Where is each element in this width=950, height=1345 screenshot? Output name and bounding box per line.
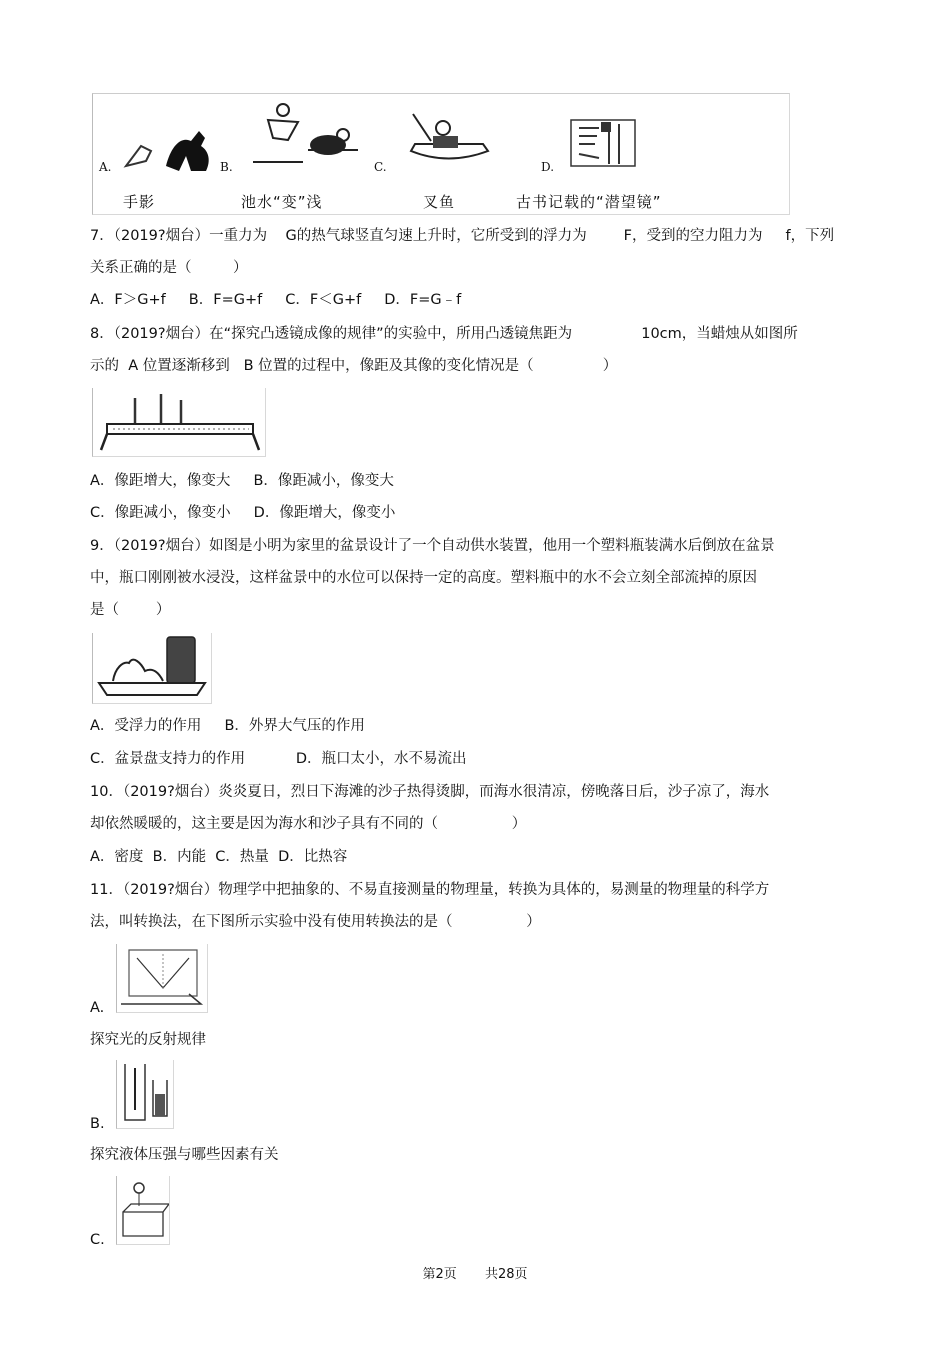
q7-line-2: 关系正确的是（ ） [90,260,248,276]
q11-c-label: C. [90,1232,105,1248]
q8-line-1: 8．（2019?烟台）在“探究凸透镜成像的规律”的实验中，所用凸透镜焦距为 10cm，当蜡烛从如图所 [90,326,798,342]
q7-line-1: 7．（2019?烟台）一重力为 G的热气球竖直匀速上升时，它所受到的浮力为 F，受到的空力阻力为 f，下列 [90,228,835,244]
option-a-caption: 手影 [123,193,156,211]
q10-line-1: 10．（2019?烟台）炎炎夏日，烈日下海滩的沙子热得烫脚，而海水很清凉，傍晚落日后，沙子凉了，海水 [90,784,770,800]
option-b-label: B. [220,160,233,174]
liquid-pressure-figure [116,1060,174,1129]
page-footer [0,1263,950,1282]
q8-line-2: 示的 A 位置逐渐移到 B 位置的过程中，像距及其像的变化情况是（ ） [90,358,618,374]
bonsai-water-supply-figure [92,633,212,704]
q9-line-3: 是（ ） [90,602,171,618]
q7-options: A．F＞G+f B．F=G+f C．F＜G+f D．F=G﹣f [90,292,462,308]
q8-options-2: C．像距减小，像变小 D．像距增大，像变小 [90,505,396,521]
ancient-periscope-figure [569,114,639,170]
q11-line-2: 法，叫转换法，在下图所示实验中没有使用转换法的是（ ） [90,914,541,930]
fish-spearing-figure [403,106,493,168]
option-c-label: C. [374,160,387,174]
q9-options-2: C．盆景盘支持力的作用 D．瓶口太小，水不易流出 [90,751,467,767]
hand-shadow-figure [121,116,216,176]
page-total: 共28页 [484,1267,528,1282]
q10-options: A．密度 B．内能 C．热量 D．比热容 [90,849,348,865]
q11-a-label: A. [90,1000,105,1016]
option-d-label: D. [541,160,555,174]
q9-options-1: A．受浮力的作用 B．外界大气压的作用 [90,718,365,734]
q11-b-label: B. [90,1116,105,1132]
option-c-caption: 叉鱼 [423,193,456,211]
q11-line-1: 11．（2019?烟台）物理学中把抽象的、不易直接测量的物理量，转换为具体的，易测量的物理量的科学方 [90,882,770,898]
q11-b-caption: 探究液体压强与哪些因素有关 [90,1147,279,1163]
optical-bench-figure [92,388,266,457]
option-d-caption: 古书记载的“潜望镜” [516,193,662,211]
pond-water-figure [248,100,368,168]
q9-line-2: 中，瓶口刚刚被水浸没，这样盆景中的水位可以保持一定的高度。塑料瓶中的水不会立刻全部流掉的原因 [90,570,757,586]
option-b-caption: 池水“变”浅 [241,193,323,211]
light-reflection-figure [116,944,208,1013]
q9-line-1: 9．（2019?烟台）如图是小明为家里的盆景设计了一个自动供水装置，他用一个塑料瓶装满水后倒放在盆景 [90,538,775,554]
top-options-figure [92,93,790,215]
page-number: 第2页 [422,1267,457,1282]
q10-line-2: 却依然暖暖的，这主要是因为海水和沙子具有不同的（ ） [90,816,527,832]
q8-options-1: A．像距增大，像变大 B．像距减小，像变大 [90,473,394,489]
option-a-label: A. [99,160,112,174]
q11-a-caption: 探究光的反射规律 [90,1032,206,1048]
box-experiment-figure [116,1176,170,1245]
